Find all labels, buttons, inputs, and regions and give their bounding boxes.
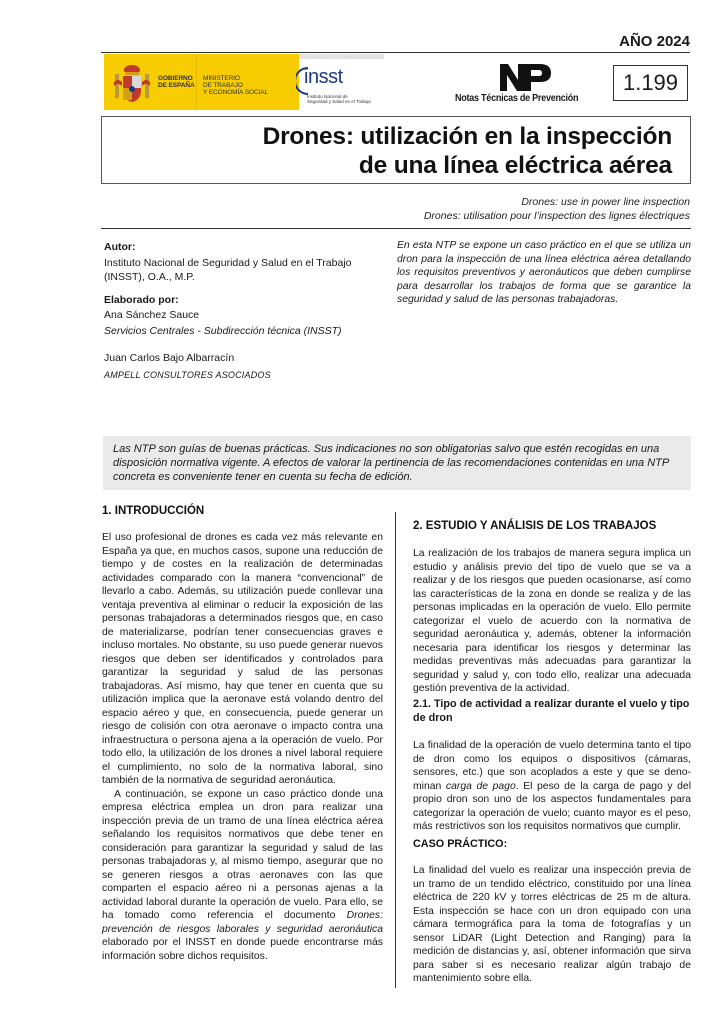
section-2-heading: 2. ESTUDIO Y ANÁLISIS DE LOS TRABAJOS	[413, 520, 657, 532]
para-2-text: A continuación, se expone un caso práctico donde una empresa eléctrica emplea un dron para realizar una inspección previa de un tramo de una línea eléctrica aérea señalando los requisitos normativos que debe tener en consideración para garantizar la seguridad y salud de las personas trabajadoras y, al mismo tiempo, asegurar que no se generen riesgos a otras aeronaves con las que comparten el espacio aéreo ni a personas ajenas a la actividad laboral durante la operación de vuelo. Para ello, se ha tomado como referencia el documento	[102, 788, 383, 921]
sub-para-text-end: . El peso de la carga de pago y del propio dron son uno de los aspectos fundamentales para categorizar la operación de vuelo; cuanto mayor es el peso, más restrictivos son los requisitos normativos que cumplir.	[413, 780, 692, 832]
sub-para-term: carga de pago	[445, 780, 516, 792]
person1-affiliation: Servicios Centrales - Subdirección técnica (INSST)	[104, 325, 342, 337]
gobierno-line-1: GOBIERNO	[158, 75, 193, 82]
gobierno-label	[158, 75, 195, 89]
insst-logo-subtitle	[307, 94, 371, 104]
header-rule	[101, 52, 690, 53]
person2-name: Juan Carlos Bajo Albarracín	[104, 352, 235, 364]
section-1-heading: 1. INTRODUCCIÓN	[102, 505, 205, 517]
autor-value	[104, 257, 352, 284]
document-title	[263, 122, 672, 180]
autor-line-2: (INSST), O.A., M.P.	[104, 270, 195, 283]
gobierno-line-2: DE ESPAÑA	[158, 82, 195, 89]
subsection-2-1-heading: 2.1. Tipo de actividad a realizar durante el vuelo y tipo de dron	[413, 698, 690, 724]
english-title: Drones: use in power line inspection	[521, 196, 690, 208]
section-1-para-2	[102, 788, 383, 964]
coat-of-arms-icon	[112, 62, 152, 104]
person2-affiliation: AMPELL CONSULTORES ASOCIADOS	[104, 370, 271, 380]
section-1-para-1: El uso profesional de drones es cada vez más relevante en España ya que, en muchos casos, supone una reducción de tiempo y de costes en la realización de determinadas actividades comparado con la manera “convencional” de llevarlo a cabo. Además, su utilización puede conllevar una ventaja preventiva al eliminar o reducir la exposición de las personas trabajadoras a determinados riesgos que, en caso de materializarse, podrían tener consecuencias graves e incluso mortales. No obstante, su uso puede generar nuevos riesgos que deben ser identificados y controlados para garantizar la seguridad y salud de las personas trabajadoras. Así mismo, hay que tener en cuenta que su utilización implica que la aeronave está volando dentro del espacio aéreo y que, en consecuencia, puede generar un riesgo de colisión con otra aeronave o impacto contra una infraestructura o persona ajena a la operación de vuelo. Por todo ello, la utilización de los drones a nivel laboral requiere el cumplimiento, no solo de la normativa laboral, sino también de la normativa de seguridad aeronáutica.	[102, 532, 383, 786]
title-line-1: Drones: utilización en la inspección	[262, 123, 672, 150]
section-2-body: La realización de los trabajos de manera segura implica un estudio y análisis previo del tipo de vuelo que se va a realizar y de los riesgos que pueden ocasionarse, así como las características de la zona en donde se realiza y de las personas implicadas en la operación de vuelo. Ello permite categorizar el vuelo de acuerdo con la normativa de seguridad aeronáutica y, además, obtener la información necesaria para identificar los riesgos y determinar las medidas preventivas más adecuadas para garantizar la seguridad y salud y, con todo ello, realizar una adecuada gestión preventiva de la actividad.	[413, 548, 691, 694]
insst-logo-word: insst	[304, 66, 343, 88]
section-1-body	[102, 531, 383, 963]
referenced-document: Drones: prevención de riesgos laborales y seguridad aeronáutica	[102, 910, 383, 935]
title-line-2: de una línea eléctrica aérea	[358, 152, 672, 179]
ministerio-line-3: Y ECONOMÍA SOCIAL	[203, 89, 269, 96]
para-2-text-end: elaborado por el INSST en donde puede encontrarse más información sobre dichos requisitos.	[102, 937, 383, 962]
sub-para-text: La finalidad de la operación de vuelo determina tanto el tipo de dron como los equipos o dispositivos (cámaras, sensores, etc.) que son acoplados a este y que se denominan	[413, 740, 691, 792]
abstract: En esta NTP se expone un caso práctico en el que se utiliza un dron para la inspección de una línea eléctrica aérea detallando los requisitos preventivos y aeronáuticos que deben cumplirse para desarrollar los trabajos de forma que se garantice la seguridad y salud de las personas trabajadoras.	[397, 240, 691, 305]
translated-titles	[424, 195, 690, 223]
ntp-number: 1.199	[613, 65, 688, 101]
french-title: Drones: utilisation pour l’inspection des lignes électriques	[423, 210, 690, 222]
ministerio-line-2: DE TRABAJO	[203, 82, 243, 89]
ministerio-line-1: MINISTERIO	[203, 75, 240, 82]
notice-text: Las NTP son guías de buenas prácticas. Sus indicaciones no son obligatorias salvo que estén recogidas en una disposición normativa vigente. A efectos de valorar la pertinencia de las recomendaciones contenidas en una NTP concreta es conveniente tener en cuenta su fecha de edición.	[113, 443, 669, 483]
elaborado-label: Elaborado por:	[104, 294, 179, 306]
subsection-2-1-body	[413, 739, 691, 834]
np-logo-icon	[500, 64, 552, 91]
logo-divider	[196, 54, 197, 110]
year-label: AÑO 2024	[619, 33, 690, 50]
column-divider	[395, 512, 396, 988]
subtitle-rule	[101, 228, 691, 229]
ministerio-label	[203, 75, 268, 96]
case-heading: CASO PRÁCTICO:	[413, 838, 508, 850]
autor-line-1: Instituto Nacional de Seguridad y Salud en el Trabajo	[104, 257, 352, 269]
insst-sub-line-2: Seguridad y Salud en el Trabajo	[307, 99, 372, 104]
case-body: La finalidad del vuelo es realizar una inspección previa de un tramo de un tendido eléctrico, constituido por una línea eléctrica de 220 kV y torres eléctricas de 25 m de altura. Esta inspección se hace con un dron equipado con una cámara termográfica para la toma de fotografías y un sensor LiDAR (Light Detection and Ranging) para la medición de distancias y, así, obtener información que sirva para saber si es necesario realizar algún trabajo de mantenimiento sobre ella.	[413, 865, 691, 984]
np-caption: Notas Técnicas de Prevención	[455, 92, 579, 104]
autor-label: Autor:	[104, 241, 136, 253]
insst-sub-line-1: Instituto Nacional de	[307, 94, 348, 99]
person1-name: Ana Sánchez Sauce	[104, 309, 200, 321]
logo-strip	[299, 54, 384, 59]
